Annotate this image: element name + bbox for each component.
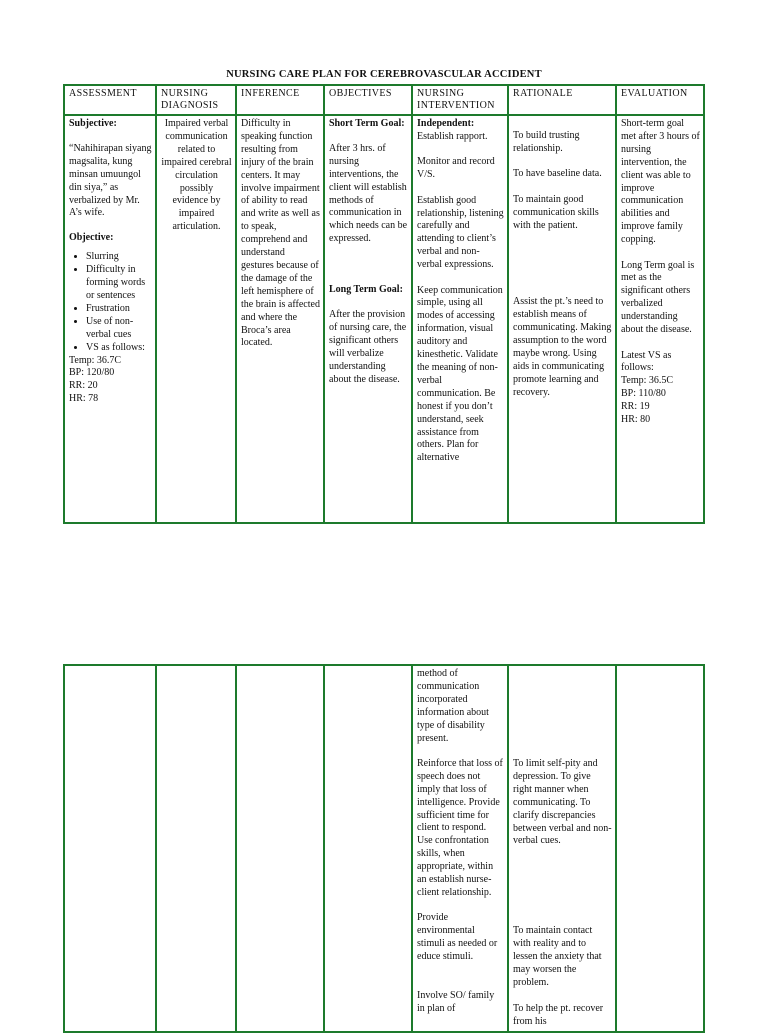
list-item: • Frustration [86,303,152,316]
evaluation-long-term: Long Term goal is met as the significant others verbalized understanding about the disease. [621,259,695,336]
table-row [64,115,704,523]
objectives-cell [324,115,412,523]
vital-rr: RR: 20 [69,380,98,392]
list-item: • Slurring [86,251,152,264]
vital-bp: BP: 120/80 [69,367,115,379]
latest-vital-bp: BP: 110/80 [621,388,666,400]
evaluation-cell-continued [616,665,704,1032]
latest-vital-rr: RR: 19 [621,401,650,413]
inference-cell: Difficulty in speaking function resulting from injury of the brain centers. It may involve impairment of ability to read and write as well as to speak, comprehend and understand gestures because of the damage of the left hemisphere of the brain is affected and where the Broca’s area located. [236,115,324,523]
intervention-item: method of communication incorporated information about type of disability present. [417,668,489,744]
header-inference: INFERENCE [236,85,324,115]
page-title: NURSING CARE PLAN FOR CEREBROVASCULAR ACCIDENT [226,69,542,80]
evaluation-short-term: Short-term goal met after 3 hours of nursing intervention, the client was able to improve communication abilities and improve family copping. [621,118,700,246]
vital-hr: HR: 78 [69,393,99,405]
latest-vital-temp: Temp: 36.5C [621,375,674,387]
intervention-item: Monitor and record V/S. [417,156,495,181]
care-plan-table-page-1 [63,84,705,524]
objective-cues-list [69,251,152,354]
intervention-cell-continued [412,665,508,1032]
header-assessment: ASSESSMENT [64,85,156,115]
rationale-item: To build trusting relationship. [513,130,580,154]
assessment-cell-continued [64,665,156,1032]
objective-label: Objective: [69,232,114,244]
diagnosis-cell-continued [156,665,236,1032]
subjective-text: “Nahihirapan siyang magsalita, kung minsan umuungol din siya,” as verbalized by Mr. A’s wife. [69,142,152,219]
intervention-item: Establish good relationship, listening carefully and attending to client’s verbal and non-verbal expressions. [417,194,504,271]
intervention-cell [412,115,508,523]
intervention-item: Provide environmental stimuli as needed or educe stimuli. [417,912,498,963]
intervention-item: Establish rapport. [417,130,488,142]
inference-cell-continued [236,665,324,1032]
rationale-item: To have baseline data. [513,168,602,180]
intervention-item: Keep communication simple, using all modes of accessing information, visual auditory and kinesthetic. Validate the meaning of non-verbal communication. Be honest if you don’t understand, seek assistance from others. Plan for alternative [417,284,503,464]
intervention-item: Reinforce that loss of speech does not imply that loss of intelligence. Provide sufficient time for client to respond. Use confrontation skills, when appropriate, within an establish nurse-client relationship. [417,757,503,898]
header-nursing-diagnosis: NURSING DIAGNOSIS [156,85,236,115]
rationale-item: To maintain good communication skills with the patient. [513,193,599,231]
list-item: • VS as follows: [86,342,152,355]
long-term-goal-label: Long Term Goal: [329,284,403,296]
table-row [64,665,704,1032]
table-header-row [64,85,704,115]
list-item: • Difficulty in forming words or sentences [86,264,152,303]
care-plan-table-page-2 [63,664,705,1033]
rationale-cell-continued [508,665,616,1032]
rationale-cell [508,115,616,523]
rationale-item: To maintain contact with reality and to lessen the anxiety that may worsen the problem. [513,925,602,988]
short-term-goal-text: After 3 hrs. of nursing interventions, the client will establish methods of communication in which needs can be expressed. [329,142,408,245]
diagnosis-cell: Impaired verbal communication related to impaired cerebral circulation possibly evidence by impaired articulation. [156,115,236,523]
header-nursing-intervention: NURSING INTERVENTION [412,85,508,115]
subjective-label: Subjective: [69,118,117,129]
objectives-cell-continued [324,665,412,1032]
intervention-item: Involve SO/ family in plan of [417,990,495,1014]
evaluation-cell [616,115,704,523]
header-rationale: RATIONALE [508,85,616,115]
header-evaluation: EVALUATION [616,85,704,115]
assessment-cell [64,115,156,523]
rationale-item: To help the pt. recover from his [513,1002,604,1027]
list-item: • Use of non-verbal cues [86,316,152,342]
independent-label: Independent: [417,118,475,129]
short-term-goal-label: Short Term Goal: [329,118,405,129]
header-objectives: OBJECTIVES [324,85,412,115]
rationale-item: To limit self-pity and depression. To give right manner when communicating. To clarify discrepancies between verbal and non-verbal cues. [513,758,612,847]
rationale-item: Assist the pt.’s need to establish means of communicating. Making assumption to the word maybe wrong. Using aids in communicating promote learning and recovery. [513,296,612,398]
latest-vital-hr: HR: 80 [621,414,651,426]
vital-temp: Temp: 36.7C [69,354,122,366]
latest-vs-label: Latest VS as follows: [621,349,672,374]
long-term-goal-text: After the provision of nursing care, the significant others will verbalize understanding about the disease. [329,309,407,385]
